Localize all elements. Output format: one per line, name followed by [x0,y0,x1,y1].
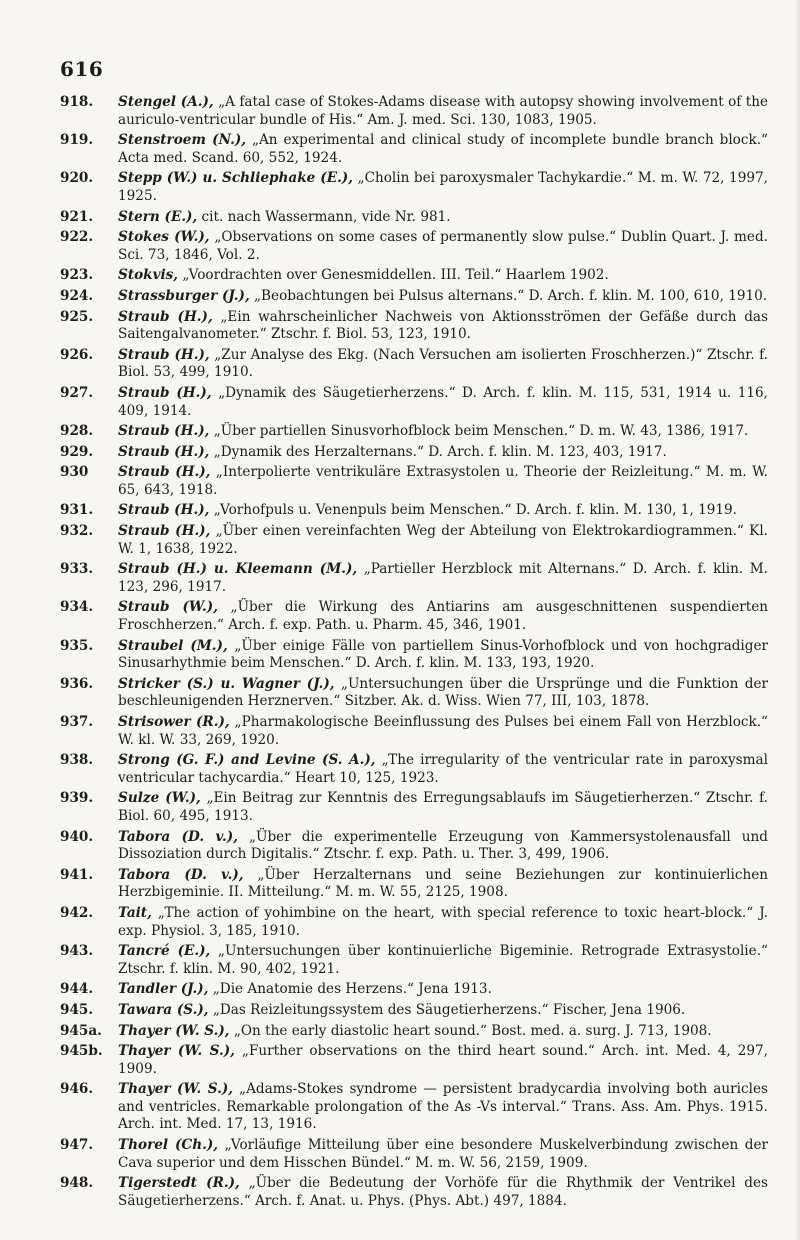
page-edge [794,0,800,1240]
reference-entry [60,599,768,634]
reference-entry [60,346,768,382]
reference-text: „Ein Beitrag zur Kenntnis des Erregungsablaufs im Säugetierherzen.“ Ztschr. f. Biol. 60, 495, 1913. [118,790,769,824]
reference-entry [60,132,768,167]
reference-number: 931. [60,502,94,519]
reference-number: 921. [60,208,94,225]
reference-text: „Dynamik des Säugetierherzens.“ D. Arch. f. klin. M. 115, 531, 1914 u. 116, 409, 1914. [118,384,768,419]
reference-text: „Dynamik des Herzalternans.“ D. Arch. f. klin. M. 123, 403, 1917. [209,443,667,460]
reference-entry [60,267,768,285]
reference-author: Tabora (D. v.), [118,828,238,845]
reference-author: Stenstroem (N.), [118,132,247,149]
reference-text: „Ein wahrscheinlicher Nachweis von Aktionsströmen der Gefäße durch das Saitengalvanometer.“ Ztschr. f. Biol. 53, 123, 1910. [118,308,768,343]
reference-entry [60,1022,768,1041]
reference-author: Straub (H.) u. Kleemann (M.), [118,561,358,578]
reference-text: „Cholin bei paroxysmaler Tachykardie.“ M. m. W. 72, 1997, 1925. [118,170,768,204]
reference-number: 943. [60,943,94,960]
reference-author: Stokes (W.), [118,229,210,246]
reference-text: „Über die experimentelle Erzeugung von Kammersystolenausfall und Dissoziation durch Digitalis.“ Ztschr. f. exp. Path. u. Ther. 3, 499, 1906. [118,828,768,863]
reference-author: Straubel (M.), [118,637,228,654]
reference-author: Straub (H.), [118,308,213,325]
reference-text: „Interpolierte ventrikuläre Extrasystolen u. Theorie der Reizleitung.“ M. m. W. 65, 643, 1918. [118,464,768,498]
reference-number: 945b. [60,1043,103,1060]
reference-number: 941. [60,866,94,883]
reference-number: 918. [60,94,94,110]
reference-number: 926. [60,346,94,363]
reference-number: 929. [60,443,94,460]
reference-text: „Die Anatomie des Herzens.“ Jena 1913. [208,981,492,998]
reference-text: „Further observations on the third heart sound.“ Arch. int. Med. 4, 297, 1909. [118,1043,768,1077]
reference-text: „The action of yohimbine on the heart, with special reference to toxic heart-block.“ J. exp. Physiol. 3, 185, 1910. [118,904,768,939]
reference-text: „The irregularity of the ventricular rate in paroxysmal ventricular tachycardia.“ Heart 10, 125, 1923. [118,752,768,786]
reference-text: „Über partiellen Sinusvorhofblock beim Menschen.“ D. m. W. 43, 1386, 1917. [209,423,749,440]
reference-number: 922. [60,229,94,246]
reference-author: Straub (H.), [118,384,212,401]
reference-author: Tancré (E.), [118,943,211,960]
reference-entry [60,1081,768,1134]
reference-number: 924. [60,287,94,304]
reference-number: 945a. [60,1022,102,1039]
reference-text: „Vorläufige Mitteilung über eine besondere Muskelverbindung zwischen der Cava superior und dem Hisschen Bündel.“ M. m. W. 56, 2159, 1909. [118,1137,768,1171]
reference-entry [60,464,768,499]
reference-number: 937. [60,714,94,730]
reference-text: „Das Reizleitungssystem des Säugetierherzens.“ Fischer, Jena 1906. [208,1001,686,1018]
reference-number: 940. [60,828,94,845]
reference-text: „Partieller Herzblock mit Alternans.“ D. Arch. f. klin. M. 123, 296, 1917. [118,561,768,595]
reference-entry [60,943,768,978]
reference-author: Thayer (W. S.), [118,1081,233,1098]
reference-list [60,94,769,1213]
reference-entry [60,675,768,711]
reference-entry [60,523,768,558]
reference-number: 928. [60,423,94,440]
reference-number: 945. [60,1001,94,1018]
reference-entry [60,1175,769,1210]
reference-author: Straub (H.), [118,346,210,363]
reference-text: „Über einige Fälle von partiellem Sinus-Vorhofblock und von hochgradiger Sinusarhythmie beim Menschen.“ D. Arch. f. klin. M. 133, 193, 1920. [118,637,768,672]
page-number: 616 [60,57,104,81]
reference-author: Strong (G. F.) and Levine (S. A.), [118,752,376,769]
reference-entry [60,790,769,825]
reference-author: Stokvis, [118,267,179,284]
reference-text: „Adams-Stokes syndrome — persistent bradycardia involving both auricles and ventricles. Remarkable prolongation of the As -Vs interval.“ Trans. Ass. Am. Phys. 1915. Arch. int. Med. 17, 13, 1916. [118,1081,768,1133]
reference-number: 944. [60,981,94,998]
reference-number: 936. [60,675,94,692]
reference-text: „Vorhofpuls u. Venenpuls beim Menschen.“ D. Arch. f. klin. M. 130, 1, 1919. [209,502,738,519]
reference-number: 930 [60,464,89,481]
reference-number: 934. [60,599,94,616]
reference-number: 946. [60,1081,94,1098]
reference-author: Tandler (J.), [118,981,209,998]
reference-number: 935. [60,637,94,654]
reference-entry [60,866,769,902]
reference-number: 925. [60,308,94,325]
reference-text: „Über die Bedeutung der Vorhöfe für die Rhythmik der Ventrikel des Säugetierherzens.“ Arch. f. Anat. u. Phys. (Phys. Abt.) 497, 1884. [118,1175,769,1209]
reference-author: Tabora (D. v.), [118,866,244,883]
reference-number: 938. [60,752,94,769]
reference-entry [60,384,768,420]
reference-entry [60,752,768,787]
reference-text: „Untersuchungen über die Ursprünge und die Funktion der beschleunigenden Herznerven.“ Sitzber. Ak. d. Wiss. Wien 77, III, 103, 1878. [118,675,768,710]
reference-text: cit. nach Wassermann, vide Nr. 981. [197,208,451,225]
reference-author: Straub (H.), [118,443,210,460]
reference-text: „On the early diastolic heart sound.“ Bost. med. a. surg. J. 713, 1908. [229,1022,712,1039]
reference-author: Straub (H.), [118,423,210,440]
reference-author: Tigerstedt (R.), [118,1175,240,1192]
reference-author: Stengel (A.), [118,94,214,110]
reference-entry [60,561,768,596]
reference-author: Stern (E.), [118,208,198,225]
reference-text: „Über die Wirkung des Antiarins am ausgeschnittenen suspendierten Froschherzen.“ Arch. f. exp. Path. u. Pharm. 45, 346, 1901. [118,599,768,634]
reference-entry [60,637,768,673]
reference-text: „Über Herzalternans und seine Beziehungen zur kontinuierlichen Herzbigeminie. II. Mitteilung.“ M. m. W. 55, 2125, 1908. [118,866,769,901]
reference-entry [60,904,768,940]
reference-entry [60,1001,768,1020]
reference-entry [60,208,768,227]
reference-author: Straub (W.), [118,599,218,616]
reference-number: 939. [60,790,94,807]
reference-number: 933. [60,561,94,578]
reference-author: Straub (H.), [118,523,211,540]
reference-entry [60,229,768,264]
reference-entry [60,502,768,520]
reference-entry [60,94,768,129]
reference-author: Straub (H.), [118,464,211,481]
reference-author: Sulze (W.), [118,790,201,807]
reference-entry [60,308,768,344]
reference-text: „Zur Analyse des Ekg. (Nach Versuchen am isolierten Froschherzen.)“ Ztschr. f. Biol. 53, 499, 1910. [118,346,768,381]
reference-author: Strassburger (J.), [118,287,250,304]
reference-author: Stricker (S.) u. Wagner (J.), [118,675,335,692]
reference-entry [60,828,768,864]
reference-text: „Pharmakologische Beeinflussung des Pulses bei einem Fall von Herzblock.“ W. kl. W. 33, 269, 1920. [118,714,769,748]
reference-text: „Untersuchungen über kontinuierliche Bigeminie. Retrograde Extrasystolie.“ Ztschr. f. klin. M. 90, 402, 1921. [118,943,768,977]
reference-text: „A fatal case of Stokes-Adams disease with autopsy showing involvement of the auriculo-ventricular bundle of His.“ Am. J. med. Sci. 130, 1083, 1905. [118,94,768,128]
reference-number: 923. [60,267,94,284]
reference-text: „Über einen vereinfachten Weg der Abteilung von Elektrokardiogrammen.“ Kl. W. 1, 1638, 1922. [118,523,768,557]
reference-author: Tawara (S.), [118,1001,209,1018]
reference-number: 920. [60,170,94,187]
reference-text: „An experimental and clinical study of incomplete bundle branch block.“ Acta med. Scand. 60, 552, 1924. [118,132,768,166]
reference-entry [60,1137,768,1172]
reference-text: „Voordrachten over Genesmiddellen. III. Teil.“ Haarlem 1902. [178,267,609,284]
reference-entry [60,287,768,306]
reference-entry [60,423,768,441]
reference-entry [60,714,769,749]
reference-author: Thayer (W. S.), [118,1043,235,1060]
reference-number: 947. [60,1137,94,1154]
reference-entry [60,981,768,999]
reference-author: Tait, [118,904,152,921]
reference-number: 927. [60,384,94,401]
reference-number: 919. [60,132,94,149]
reference-entry [60,443,768,462]
reference-author: Strisower (R.), [118,714,230,730]
reference-text: „Observations on some cases of permanently slow pulse.“ Dublin Quart. J. med. Sci. 73, 1846, Vol. 2. [118,229,768,263]
reference-author: Thorel (Ch.), [118,1137,219,1154]
reference-number: 942. [60,904,94,921]
reference-number: 932. [60,523,94,540]
reference-entry [60,1043,768,1078]
reference-text: „Beobachtungen bei Pulsus alternans.“ D. Arch. f. klin. M. 100, 610, 1910. [249,287,768,304]
reference-number: 948. [60,1175,94,1192]
reference-entry [60,170,768,205]
reference-author: Straub (H.), [118,502,210,519]
reference-author: Stepp (W.) u. Schliephake (E.), [118,170,353,187]
reference-author: Thayer (W. S.), [118,1022,230,1039]
